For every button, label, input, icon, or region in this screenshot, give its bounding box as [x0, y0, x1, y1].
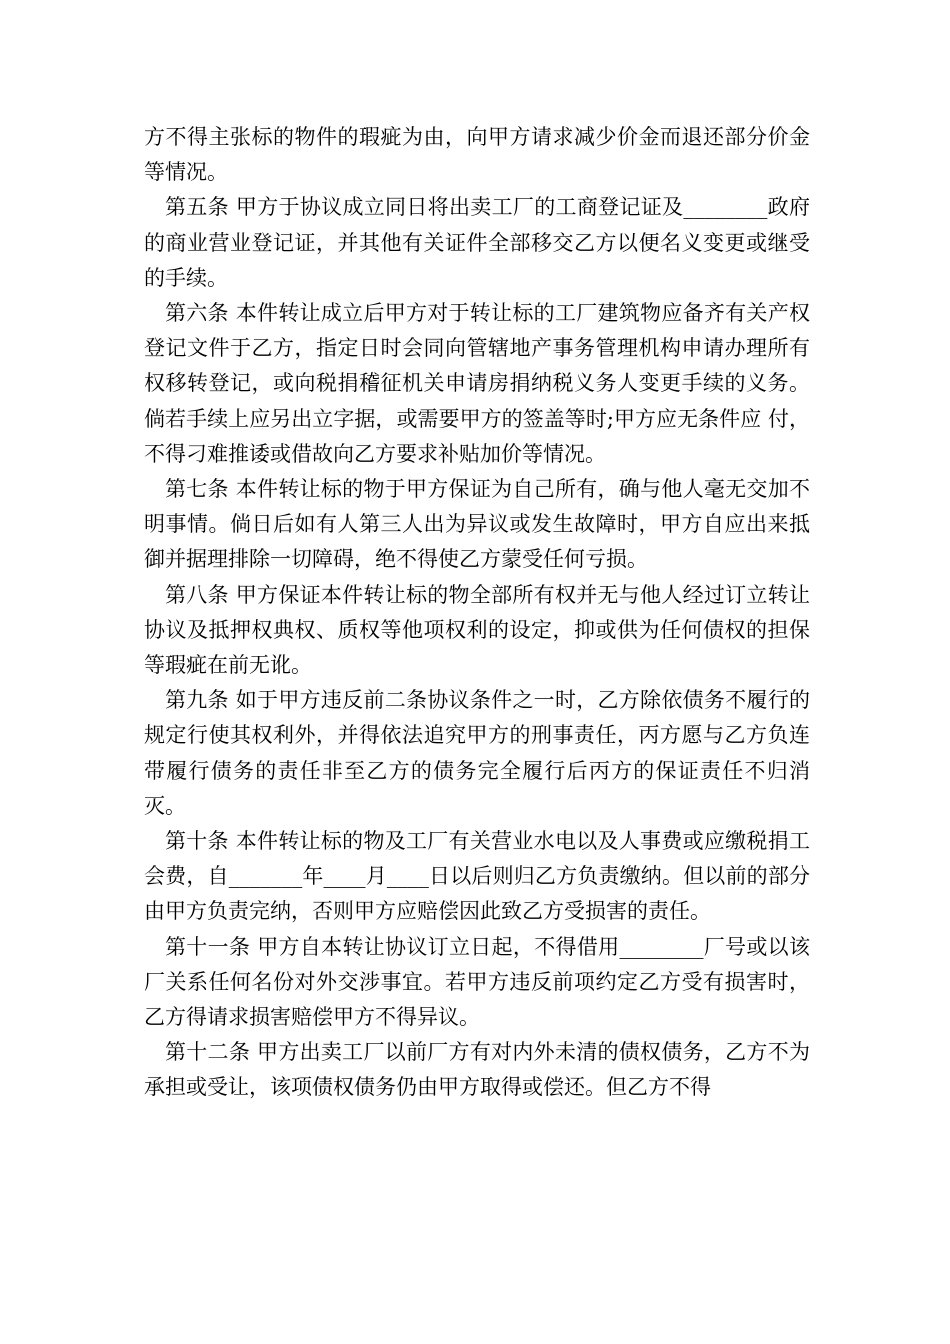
paragraph-article-10: 第十条 本件转让标的物及工厂有关营业水电以及人事费或应缴税捐工会费，自_______年____月____日以后则归乙方负责缴纳。但以前的部分由甲方负责完纳，否则甲方应赔偿因此致乙方受损害的责任。 [144, 829, 810, 924]
paragraph-article-6: 第六条 本件转让成立后甲方对于转让标的工厂建筑物应备齐有关产权登记文件于乙方，指定日时会同向管辖地产事务管理机构申请办理所有权移转登记，或向税捐稽征机关申请房捐纳税义务人变更手续的义务。倘若手续上应另出立字据，或需要甲方的签盖等时;甲方应无条件应 付，不得刁难推诿或借故向乙方要求补贴加价等情况。 [144, 301, 810, 466]
paragraph-article-9: 第九条 如于甲方违反前二条协议条件之一时，乙方除依债务不履行的规定行使其权利外，并得依法追究甲方的刑事责任，丙方愿与乙方负连带履行债务的责任非至乙方的债务完全履行后丙方的保证责任不归消灭。 [144, 688, 810, 818]
paragraph-continuation: 方不得主张标的物件的瑕疵为由，向甲方请求减少价金而退还部分价金等情况。 [144, 125, 810, 185]
paragraph-article-7: 第七条 本件转让标的物于甲方保证为自己所有，确与他人毫无交加不明事情。倘日后如有人第三人出为异议或发生故障时，甲方自应出来抵御并据理排除一切障碍，绝不得使乙方蒙受任何亏损。 [144, 477, 810, 572]
paragraph-article-5: 第五条 甲方于协议成立同日将出卖工厂的工商登记证及________政府的商业营业登记证，并其他有关证件全部移交乙方以便名义变更或继受的手续。 [144, 195, 810, 290]
paragraph-article-8: 第八条 甲方保证本件转让标的物全部所有权并无与他人经过订立转让协议及抵押权典权、质权等他项权利的设定，抑或供为任何债权的担保等瑕疵在前无讹。 [144, 582, 810, 678]
paragraph-article-11: 第十一条 甲方自本转让协议订立日起，不得借用________厂号或以该厂关系任何名份对外交涉事宜。若甲方违反前项约定乙方受有损害时，乙方得请求损害赔偿甲方不得异议。 [144, 934, 810, 1030]
document-body [144, 120, 810, 1106]
paragraph-article-12: 第十二条 甲方出卖工厂以前厂方有对内外未清的债权债务，乙方不为承担或受让，该项债权债务仍由甲方取得或偿还。但乙方不得 [144, 1040, 810, 1100]
